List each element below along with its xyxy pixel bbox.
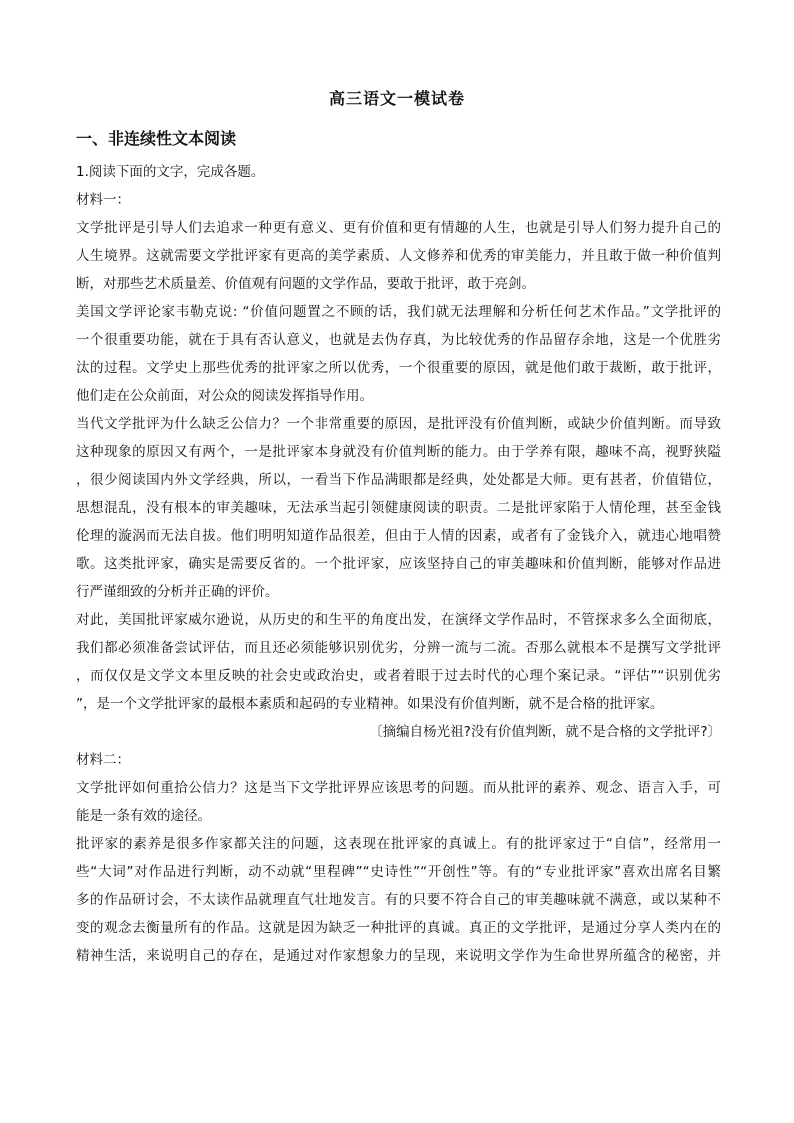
text-line: ”，是一个文学批评家的最根本素质和起码的专业精神。如果没有价值判断，就不是合格的批评家。 (76, 696, 664, 712)
text-line: ，很少阅读国内外文学经典，所以，一看当下作品满眼都是经典，处处都是大师。更有甚者，价值错位， (76, 472, 721, 488)
text-line: 美国文学评论家韦勒克说: “价值问题置之不顾的话，我们就无法理解和分析任何艺术作品。”文学批评的 (76, 304, 721, 320)
text-line: 他们走在公众前面，对公众的阅读发挥指导作用。 (76, 388, 373, 404)
text-line: 人生境界。这就需要文学批评家有更高的美学素质、人文修养和优秀的审美能力，并且敢于做一种价值判 (76, 248, 721, 264)
text-line: 对此，美国批评家威尔逊说，从历史的和生平的角度出发，在演绎文学作品时，不管探求多么全面彻底， (76, 612, 721, 628)
text-line: 歌。这类批评家，确实是需要反省的。一个批评家，应该坚持自己的审美趣味和价值判断，能够对作品进 (76, 556, 721, 572)
text-line: 多的作品研讨会，不太读作品就理直气壮地发言。有的只要不符合自己的审美趣味就不满意，或以某种不 (76, 892, 721, 908)
text-line: 材料二： (76, 752, 130, 768)
document-body (76, 158, 721, 970)
text-line: 〔摘编自杨光祖?没有价值判断，就不是合格的文学批评?〕 (369, 724, 721, 740)
text-line: 1.阅读下面的文字，完成各题。 (76, 164, 265, 180)
text-line: 这种现象的原因又有两个，一是批评家本身就没有价值判断的能力。由于学养有限，趣味不高，视野狭隘 (76, 444, 721, 460)
text-line: 精神生活，来说明自己的存在，是通过对作家想象力的呈现，来说明文学作为生命世界所蕴含的秘密，并 (76, 948, 721, 964)
text-line: 当代文学批评为什么缺乏公信力？一个非常重要的原因，是批评没有价值判断，或缺少价值判断。而导致 (76, 416, 721, 432)
text-line: 汰的过程。文学史上那些优秀的批评家之所以优秀，一个很重要的原因，就是他们敢于裁断，敢于批评， (76, 360, 721, 376)
text-line: 些“大词”对作品进行判断，动不动就“里程碑”“史诗性”“开创性”等。有的“专业批评家”喜欢出席名目繁 (76, 864, 721, 880)
text-line: 断，对那些艺术质量差、价值观有问题的文学作品，要敢于批评，敢于亮剑。 (76, 276, 535, 292)
text-line: 行严谨细致的分析并正确的评价。 (76, 584, 279, 600)
text-line: 文学批评是引导人们去追求一种更有意义、更有价值和更有情趣的人生，也就是引导人们努力提升自己的 (76, 220, 721, 236)
text-line: 变的观念去衡量所有的作品。这就是因为缺乏一种批评的真诚。真正的文学批评，是通过分享人类内在的 (76, 920, 721, 936)
text-line: 文学批评如何重拾公信力？这是当下文学批评界应该思考的问题。而从批评的素养、观念、语言入手，可 (76, 780, 721, 796)
text-line: 能是一条有效的途径。 (76, 808, 211, 824)
page-title: 高三语文一模试卷 (328, 89, 465, 108)
section-heading: 一、非连续性文本阅读 (76, 129, 237, 148)
text-line: 材料一： (76, 192, 130, 208)
text-line: 批评家的素养是很多作家都关注的问题，这表现在批评家的真诚上。有的批评家过于“自信”，经常用一 (76, 836, 721, 852)
text-line: 我们都必须准备尝试评估，而且还必须能够识别优劣，分辨一流与二流。否那么就根本不是撰写文学批评 (76, 640, 721, 656)
text-line: 伦理的漩涡而无法自拔。他们明明知道作品很差，但由于人情的因素，或者有了金钱介入，就违心地唱赞 (76, 528, 721, 544)
text-line: 一个很重要功能，就在于具有否认意义，也就是去伪存真，为比较优秀的作品留存余地，这是一个优胜劣 (76, 332, 721, 348)
text-line: ，而仅仅是文学文本里反映的社会史或政治史，或者着眼于过去时代的心理个案记录。“评估”“识别优劣 (76, 668, 721, 684)
text-line: 思想混乱，没有根本的审美趣味，无法承当起引领健康阅读的职责。二是批评家陷于人情伦理，甚至金钱 (76, 500, 721, 516)
